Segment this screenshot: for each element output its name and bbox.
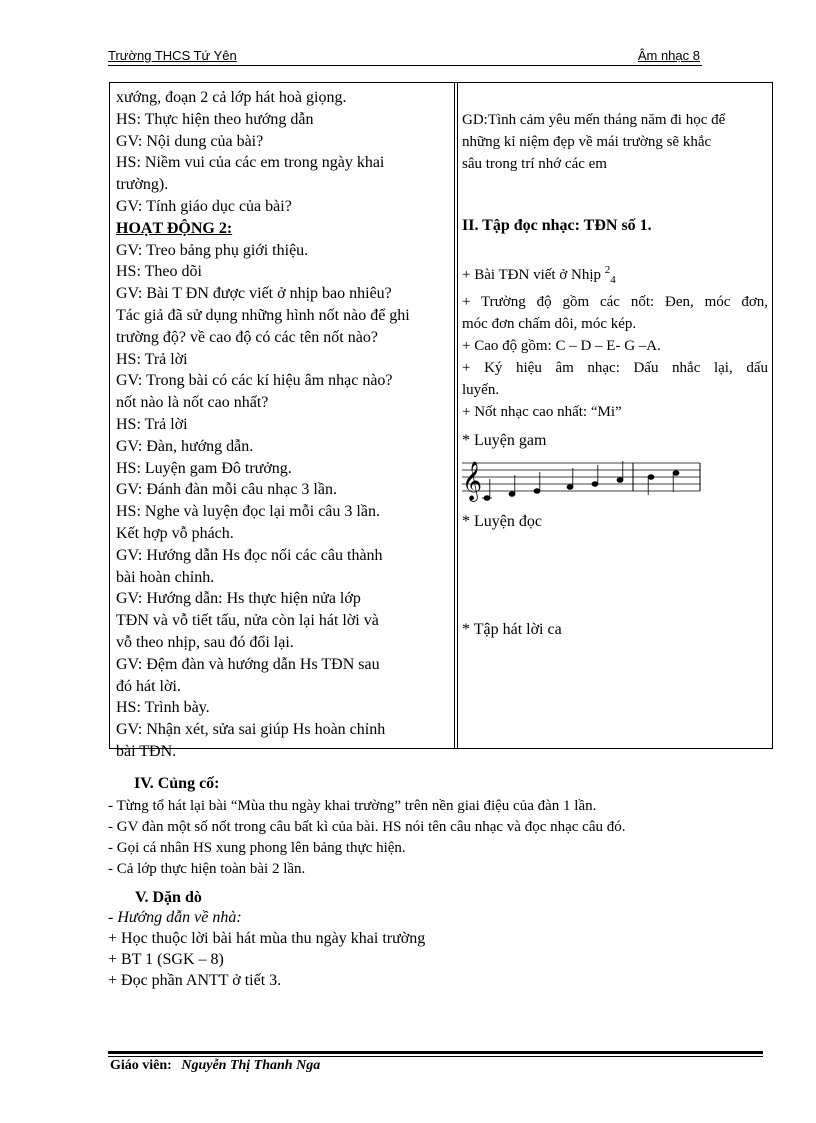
column-divider-inner (457, 83, 458, 748)
activity-line: xướng, đoạn 2 cả lớp hát hoà giọng. (116, 89, 347, 106)
treble-clef-icon: 𝄞 (462, 461, 483, 501)
goal-line: sâu trong trí nhớ các em (462, 156, 607, 172)
section2-content (462, 259, 768, 423)
header-divider (108, 65, 702, 66)
consolidation-line: - Gọi cá nhân HS xung phong lên bảng thực hiện. (108, 840, 406, 856)
column-divider (454, 83, 455, 748)
subject-name: Âm nhạc 8 (637, 48, 700, 63)
activity-line: vỗ theo nhịp, sau đó đổi lại. (116, 633, 294, 651)
activity-line: HS: Trình bày. (116, 699, 210, 717)
scale-practice-label: * Luyện gam (462, 432, 547, 449)
teacher-name: Nguyễn Thị Thanh Nga (181, 1058, 321, 1073)
activity-line: GV: Đánh đàn mỗi câu nhạc 3 lần. (116, 481, 337, 499)
activity-line: GV: Nhận xét, sửa sai giúp Hs hoàn chỉnh (116, 721, 386, 739)
bullet-line: + Trường độ gồm các nốt: Đen, móc đơn, (462, 294, 768, 310)
activity-line: GV: Bài T ĐN được viết ở nhịp bao nhiêu? (116, 285, 392, 303)
activity-line: GV: Trong bài có các kí hiệu âm nhạc nào? (116, 372, 393, 390)
bullet-line: + Ký hiệu âm nhạc: Dấu nhắc lại, dấu (462, 360, 768, 376)
activity-line: Kết hợp vỗ phách. (116, 524, 234, 542)
time-signature-line (462, 259, 768, 291)
bullet-line: + Nốt nhạc cao nhất: “Mi” (462, 404, 622, 420)
footer-divider-thin (108, 1056, 763, 1057)
teacher-student-activities (116, 87, 446, 763)
section2-title: II. Tập đọc nhạc: TĐN số 1. (462, 217, 652, 234)
homework-subtitle: - Hướng dẫn về nhà: (108, 909, 242, 926)
activity-line: HS: Niềm vui của các em trong ngày khai (116, 154, 385, 172)
goal-line: GD:Tình cảm yêu mến tháng năm đi học để (462, 112, 726, 128)
section-4 (108, 775, 768, 880)
music-staff (462, 455, 702, 505)
bullet-line: móc đơn chấm dôi, móc kép. (462, 316, 637, 332)
activity-line: HS: Luyện gam Đô trưởng. (116, 459, 292, 477)
reading-practice-label: * Luyện đọc (462, 513, 542, 530)
teacher-label: Giáo viên: (110, 1058, 172, 1073)
homework-lines (108, 928, 768, 991)
activity-line: Tác giả đã sử dụng những hình nốt nào để ghi (116, 306, 410, 324)
lesson-table (109, 82, 773, 760)
activity-line: GV: Đàn, hướng dẫn. (116, 437, 254, 455)
section-5-title: V. Dặn dò (135, 889, 202, 906)
activity-line: GV: Tính giáo dục của bài? (116, 197, 292, 215)
consolidation-line: - Cả lớp thực hiện toàn bài 2 lần. (108, 861, 306, 877)
section-5 (108, 889, 768, 991)
activity-line: trường độ? về cao độ có các tên nốt nào? (116, 328, 378, 346)
time-signature-den: 4 (610, 274, 616, 286)
homework-line: + Học thuộc lời bài hát mùa thu ngày khai trường (108, 930, 426, 947)
time-signature-num: 2 (604, 264, 611, 276)
consolidation-line: - Từng tổ hát lại bài “Mùa thu ngày khai trường” trên nền giai điệu của đàn 1 lần. (108, 798, 597, 814)
goal-line: những kỉ niệm đẹp về mái trường sẽ khắc (462, 134, 712, 150)
activity-heading: HOẠT ĐỘNG 2: (116, 219, 233, 237)
footer (110, 1058, 320, 1074)
staff-lines (462, 463, 700, 491)
page-header (108, 48, 700, 64)
footer-divider-thick (108, 1051, 763, 1054)
activity-line: GV: Treo bảng phụ giới thiệu. (116, 241, 309, 259)
activity-line: nốt nào là nốt cao nhất? (116, 394, 269, 412)
activity-line: HS: Trả lời (116, 350, 188, 368)
section-4-title: IV. Củng cố: (134, 775, 220, 792)
school-name: Trường THCS Tứ Yên (108, 48, 237, 63)
activity-line: bài TĐN. (116, 742, 177, 760)
consolidation-line: - GV đàn một số nốt trong câu bất kì của bài. HS nói tên câu nhạc và đọc nhạc câu đó. (108, 819, 626, 835)
bullet-line: + Cao độ gồm: C – D – E- G –A. (462, 338, 661, 354)
homework-line: + Đọc phần ANTT ở tiết 3. (108, 972, 282, 989)
time-signature-text: + Bài TĐN viết ở Nhịp (462, 267, 605, 283)
activity-line: GV: Hướng dẫn Hs đọc nối các câu thành (116, 546, 383, 564)
activity-line: đó hát lời. (116, 677, 181, 695)
activity-line: HS: Trả lời (116, 415, 188, 433)
lyrics-practice-label: * Tập hát lời ca (462, 621, 562, 638)
scale-notes (482, 461, 679, 500)
activity-line: trường). (116, 176, 169, 194)
section-4-lines (108, 796, 768, 880)
activity-line: TĐN và vỗ tiết tấu, nửa còn lại hát lời và (116, 612, 379, 630)
education-goal (462, 109, 768, 175)
activity-line: GV: Hướng dẫn: Hs thực hiện nửa lớp (116, 590, 361, 608)
activity-line: HS: Theo dõi (116, 263, 202, 281)
activity-line: HS: Thực hiện theo hướng dẫn (116, 110, 314, 128)
activity-line: HS: Nghe và luyện đọc lại mỗi câu 3 lần. (116, 503, 380, 521)
activity-line: GV: Đệm đàn và hướng dẫn Hs TĐN sau (116, 655, 380, 673)
bullet-line: luyến. (462, 382, 500, 398)
activity-line: GV: Nội dung của bài? (116, 132, 264, 150)
homework-line: + BT 1 (SGK – 8) (108, 951, 224, 968)
activity-line: bài hoàn chỉnh. (116, 568, 215, 586)
